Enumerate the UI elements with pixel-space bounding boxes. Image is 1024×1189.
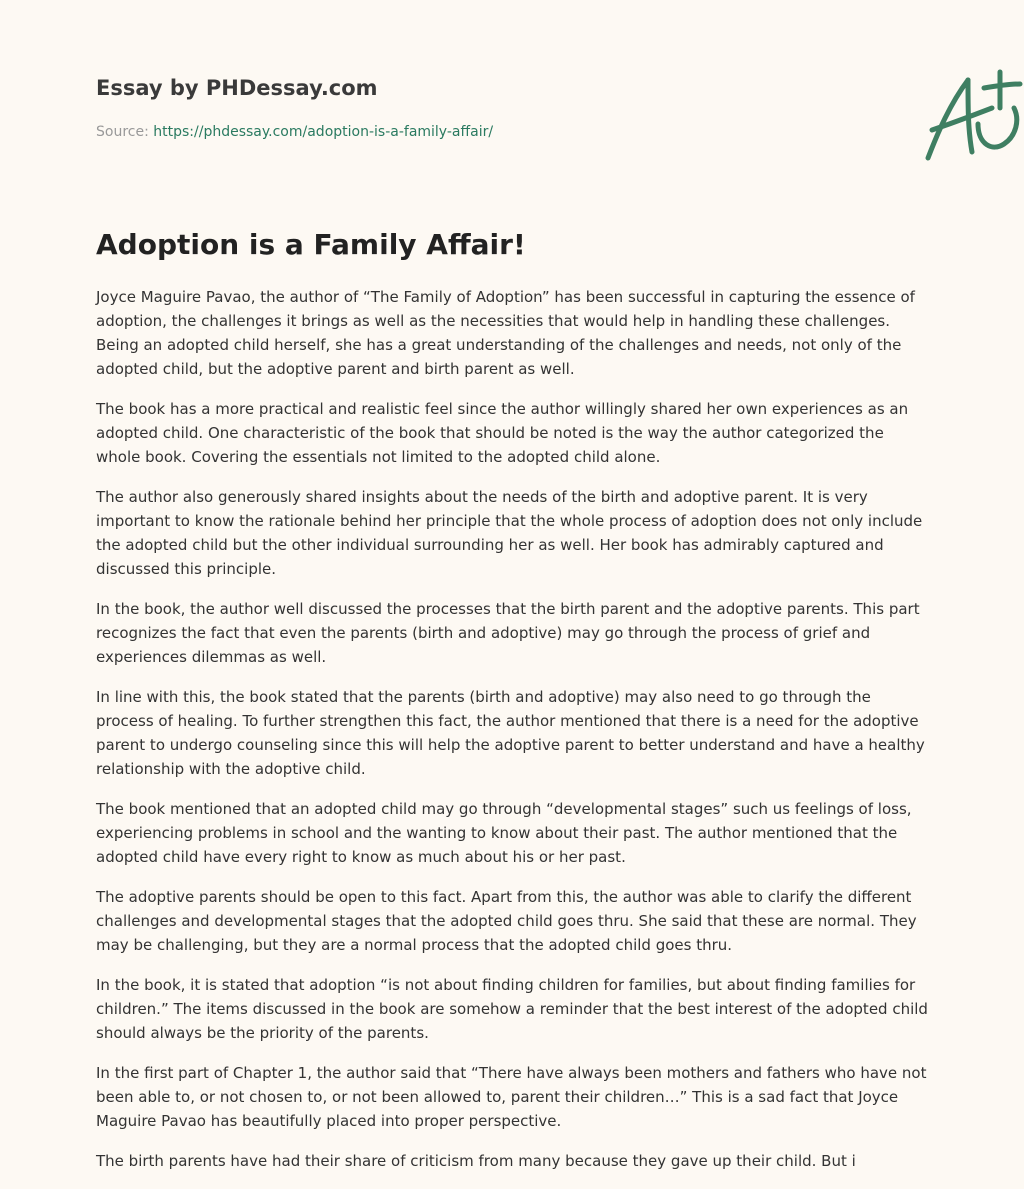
source-link[interactable]: https://phdessay.com/adoption-is-a-family-affair/ bbox=[153, 124, 494, 140]
essay-title: Adoption is a Family Affair! bbox=[96, 228, 526, 261]
essay-paragraph: The book mentioned that an adopted child may go through “developmental stages” such us feelings of loss, experiencing problems in school and the wanting to know about their past. The author mentioned that the adopted child have every right to know as much about his or her past. bbox=[96, 800, 912, 866]
logo-a-crossbar bbox=[932, 108, 992, 130]
logo-swoosh bbox=[978, 108, 1017, 147]
site-brand: Essay by PHDessay.com bbox=[96, 76, 378, 100]
a-plus-logo-icon bbox=[916, 68, 1024, 166]
essay-paragraph: The adoptive parents should be open to this fact. Apart from this, the author was able to clarify the different challenges and developmental stages that the adopted child goes thru. She said that these are normal. They may be challenging, but they are a normal process that the adopted child goes thru. bbox=[96, 888, 917, 954]
essay-paragraph: In the first part of Chapter 1, the author said that “There have always been mothers and fathers who have not been able to, or not chosen to, or not been allowed to, parent their children…” This is a sad fact that Joyce Maguire Pavao has beautifully placed into proper perspective. bbox=[96, 1064, 927, 1130]
logo-plus-horizontal bbox=[984, 84, 1020, 88]
essay-body bbox=[96, 285, 928, 1189]
essay-paragraph: The book has a more practical and realistic feel since the author willingly shared her own experiences as an adopted child. One characteristic of the book that should be noted is the way the author categorized the whole book. Covering the essentials not limited to the adopted child alone. bbox=[96, 400, 909, 466]
source-label: Source: bbox=[96, 124, 154, 140]
essay-paragraph: In the book, the author well discussed the processes that the birth parent and the adoptive parents. This part recognizes the fact that even the parents (birth and adoptive) may go through the process of grief and experiences dilemmas as well. bbox=[96, 600, 920, 666]
essay-paragraph: In line with this, the book stated that the parents (birth and adoptive) may also need to go through the process of healing. To further strengthen this fact, the author mentioned that there is a need for the adoptive parent to undergo counseling since this will help the adoptive parent to better understand and have a healthy relationship with the adoptive child. bbox=[96, 688, 925, 778]
essay-paragraph: The birth parents have had their share of criticism from many because they gave up their child. But i bbox=[96, 1152, 856, 1170]
source-line bbox=[96, 124, 493, 140]
essay-paragraph: In the book, it is stated that adoption “is not about finding children for families, but about finding families for children.” The items discussed in the book are somehow a reminder that the best interest of the adopted child should always be the priority of the parents. bbox=[96, 976, 928, 1042]
essay-paragraph: The author also generously shared insights about the needs of the birth and adoptive parent. It is very important to know the rationale behind her principle that the whole process of adoption does not only include the adopted child but the other individual surrounding her as well. Her book has admirably captured and discussed this principle. bbox=[96, 488, 923, 578]
essay-paragraph: Joyce Maguire Pavao, the author of “The Family of Adoption” has been successful in capturing the essence of adoption, the challenges it brings as well as the necessities that would help in handling these challenges. Being an adopted child herself, she has a great understanding of the challenges and needs, not only of the adopted child, but the adoptive parent and birth parent as well. bbox=[96, 288, 915, 378]
